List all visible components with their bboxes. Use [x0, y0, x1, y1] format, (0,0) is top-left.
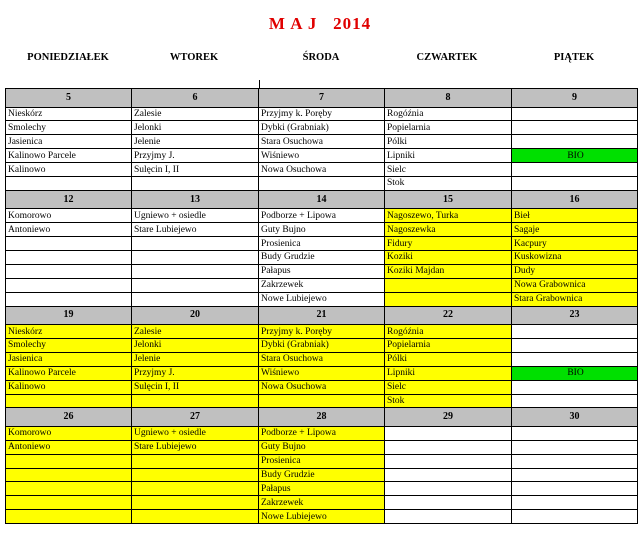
- date-cell: 23: [512, 306, 638, 325]
- date-cell: 13: [132, 190, 259, 209]
- location-cell: [132, 482, 259, 496]
- location-cell: Bieł: [512, 209, 638, 223]
- date-cell: 26: [6, 408, 132, 427]
- location-cell: [6, 251, 132, 265]
- location-cell: [385, 292, 512, 306]
- location-cell: [385, 482, 512, 496]
- location-cell: Jasienica: [6, 352, 132, 366]
- weekday-tuesday: WTOREK: [169, 52, 219, 63]
- location-cell: [385, 510, 512, 524]
- location-cell: [132, 251, 259, 265]
- location-cell: Lipniki: [385, 366, 512, 380]
- location-cell: Kalinowo Parcele: [6, 366, 132, 380]
- table-row: [6, 454, 638, 468]
- location-cell: Ugniewo + osiedle: [132, 209, 259, 223]
- location-cell: [132, 278, 259, 292]
- location-cell: Rogóźnia: [385, 107, 512, 121]
- location-cell: [512, 325, 638, 339]
- table-row: [6, 352, 638, 366]
- location-cell: Stok: [385, 394, 512, 408]
- date-cell: 20: [132, 306, 259, 325]
- location-cell: Nowa Grabownica: [512, 278, 638, 292]
- date-cell: 15: [385, 190, 512, 209]
- location-cell: Antoniewo: [6, 223, 132, 237]
- weekday-friday: PIĄTEK: [553, 52, 595, 63]
- date-cell: 28: [259, 408, 385, 427]
- location-cell: [512, 107, 638, 121]
- table-row: [6, 107, 638, 121]
- location-cell: Koziki: [385, 251, 512, 265]
- week-date-row: [6, 306, 638, 325]
- table-row: [6, 366, 638, 380]
- location-cell: [512, 440, 638, 454]
- location-cell: [512, 380, 638, 394]
- location-cell: [259, 176, 385, 190]
- location-cell: Nowa Osuchowa: [259, 163, 385, 177]
- location-cell: Stare Lubiejewo: [132, 440, 259, 454]
- location-cell: Sagaje: [512, 223, 638, 237]
- location-cell: [132, 496, 259, 510]
- weekday-wednesday: ŚRODA: [302, 52, 340, 63]
- location-cell: Guty Bujno: [259, 223, 385, 237]
- location-cell: Kalinowo: [6, 380, 132, 394]
- location-cell: [6, 394, 132, 408]
- location-cell: [132, 510, 259, 524]
- location-cell: Jelonki: [132, 121, 259, 135]
- table-row: [6, 325, 638, 339]
- week-date-row: [6, 89, 638, 108]
- location-cell: Jelonki: [132, 338, 259, 352]
- location-cell: Guty Bujno: [259, 440, 385, 454]
- schedule-table: [5, 88, 638, 524]
- location-cell: Zakrzewek: [259, 278, 385, 292]
- location-cell: Podborze + Lipowa: [259, 426, 385, 440]
- location-cell: Dudy: [512, 264, 638, 278]
- location-cell: BIO: [512, 149, 638, 163]
- location-cell: Pałapus: [259, 264, 385, 278]
- location-cell: Przyjmy J.: [132, 149, 259, 163]
- table-row: [6, 292, 638, 306]
- table-row: [6, 251, 638, 265]
- location-cell: [259, 394, 385, 408]
- location-cell: Sielc: [385, 380, 512, 394]
- location-cell: Sulęcin I, II: [132, 380, 259, 394]
- table-row: [6, 510, 638, 524]
- location-cell: Zakrzewek: [259, 496, 385, 510]
- location-cell: [6, 496, 132, 510]
- location-cell: Budy Grudzie: [259, 251, 385, 265]
- table-row: [6, 163, 638, 177]
- location-cell: Nieskórz: [6, 325, 132, 339]
- location-cell: Sulęcin I, II: [132, 163, 259, 177]
- table-row: [6, 237, 638, 251]
- location-cell: Stara Grabownica: [512, 292, 638, 306]
- location-cell: Stara Osuchowa: [259, 135, 385, 149]
- location-cell: Wiśniewo: [259, 366, 385, 380]
- date-cell: 29: [385, 408, 512, 427]
- location-cell: Nowe Lubiejewo: [259, 510, 385, 524]
- date-cell: 8: [385, 89, 512, 108]
- location-cell: Popielarnia: [385, 338, 512, 352]
- location-cell: Prosienica: [259, 237, 385, 251]
- table-row: [6, 394, 638, 408]
- location-cell: Kalinowo Parcele: [6, 149, 132, 163]
- column-tick: [259, 80, 260, 88]
- location-cell: [6, 292, 132, 306]
- location-cell: Zalesie: [132, 325, 259, 339]
- table-row: [6, 223, 638, 237]
- date-cell: 5: [6, 89, 132, 108]
- location-cell: [512, 163, 638, 177]
- location-cell: Stare Lubiejewo: [132, 223, 259, 237]
- location-cell: [132, 176, 259, 190]
- location-cell: Pólki: [385, 135, 512, 149]
- location-cell: [385, 454, 512, 468]
- location-cell: Koziki Majdan: [385, 264, 512, 278]
- location-cell: Prosienica: [259, 454, 385, 468]
- location-cell: [512, 426, 638, 440]
- date-cell: 9: [512, 89, 638, 108]
- location-cell: Jelenie: [132, 352, 259, 366]
- weekday-monday: PONIEDZIAŁEK: [27, 52, 109, 63]
- location-cell: [512, 394, 638, 408]
- location-cell: Lipniki: [385, 149, 512, 163]
- table-row: [6, 135, 638, 149]
- table-row: [6, 380, 638, 394]
- location-cell: Przyjmy J.: [132, 366, 259, 380]
- table-row: [6, 209, 638, 223]
- location-cell: Nieskórz: [6, 107, 132, 121]
- location-cell: Nagoszewo, Turka: [385, 209, 512, 223]
- location-cell: Dybki (Grabniak): [259, 121, 385, 135]
- location-cell: [132, 237, 259, 251]
- location-cell: Popielarnia: [385, 121, 512, 135]
- location-cell: [385, 440, 512, 454]
- page-title: M A J 2014: [268, 14, 372, 33]
- location-cell: [6, 176, 132, 190]
- location-cell: [6, 510, 132, 524]
- table-row: [6, 426, 638, 440]
- location-cell: [512, 338, 638, 352]
- location-cell: Nowe Lubiejewo: [259, 292, 385, 306]
- location-cell: [132, 394, 259, 408]
- location-cell: [132, 468, 259, 482]
- date-cell: 19: [6, 306, 132, 325]
- location-cell: [6, 482, 132, 496]
- location-cell: [6, 454, 132, 468]
- location-cell: [512, 496, 638, 510]
- location-cell: [512, 135, 638, 149]
- location-cell: [512, 468, 638, 482]
- table-row: [6, 482, 638, 496]
- table-row: [6, 468, 638, 482]
- table-row: [6, 496, 638, 510]
- location-cell: Jelenie: [132, 135, 259, 149]
- table-row: [6, 149, 638, 163]
- location-cell: Dybki (Grabniak): [259, 338, 385, 352]
- location-cell: [512, 352, 638, 366]
- location-cell: [132, 292, 259, 306]
- location-cell: Kalinowo: [6, 163, 132, 177]
- table-row: [6, 440, 638, 454]
- table-row: [6, 278, 638, 292]
- week-date-row: [6, 408, 638, 427]
- location-cell: [6, 237, 132, 251]
- location-cell: [385, 426, 512, 440]
- location-cell: Przyjmy k. Poręby: [259, 325, 385, 339]
- date-cell: 27: [132, 408, 259, 427]
- location-cell: Kuskowizna: [512, 251, 638, 265]
- location-cell: [385, 278, 512, 292]
- location-cell: [385, 496, 512, 510]
- location-cell: Smolechy: [6, 121, 132, 135]
- location-cell: Pałapus: [259, 482, 385, 496]
- location-cell: [132, 264, 259, 278]
- location-cell: Przyjmy k. Poręby: [259, 107, 385, 121]
- location-cell: Komorowo: [6, 426, 132, 440]
- location-cell: [512, 454, 638, 468]
- location-cell: [6, 264, 132, 278]
- location-cell: Sielc: [385, 163, 512, 177]
- location-cell: [132, 454, 259, 468]
- location-cell: Nagoszewka: [385, 223, 512, 237]
- location-cell: Zalesie: [132, 107, 259, 121]
- date-cell: 12: [6, 190, 132, 209]
- location-cell: Wiśniewo: [259, 149, 385, 163]
- table-row: [6, 121, 638, 135]
- location-cell: Podborze + Lipowa: [259, 209, 385, 223]
- location-cell: Fidury: [385, 237, 512, 251]
- weekday-thursday: CZWARTEK: [416, 52, 478, 63]
- date-cell: 6: [132, 89, 259, 108]
- date-cell: 14: [259, 190, 385, 209]
- location-cell: [512, 121, 638, 135]
- location-cell: Nowa Osuchowa: [259, 380, 385, 394]
- location-cell: [512, 510, 638, 524]
- weekday-header: [5, 52, 637, 68]
- date-cell: 7: [259, 89, 385, 108]
- location-cell: BIO: [512, 366, 638, 380]
- location-cell: [512, 482, 638, 496]
- location-cell: Rogóźnia: [385, 325, 512, 339]
- table-row: [6, 176, 638, 190]
- date-cell: 22: [385, 306, 512, 325]
- location-cell: Antoniewo: [6, 440, 132, 454]
- week-date-row: [6, 190, 638, 209]
- location-cell: Pólki: [385, 352, 512, 366]
- location-cell: Ugniewo + osiedle: [132, 426, 259, 440]
- location-cell: Stok: [385, 176, 512, 190]
- location-cell: [6, 468, 132, 482]
- date-cell: 30: [512, 408, 638, 427]
- location-cell: [512, 176, 638, 190]
- location-cell: Komorowo: [6, 209, 132, 223]
- table-row: [6, 338, 638, 352]
- location-cell: Smolechy: [6, 338, 132, 352]
- location-cell: Budy Grudzie: [259, 468, 385, 482]
- location-cell: Jasienica: [6, 135, 132, 149]
- date-cell: 21: [259, 306, 385, 325]
- location-cell: [385, 468, 512, 482]
- location-cell: Kacpury: [512, 237, 638, 251]
- table-row: [6, 264, 638, 278]
- location-cell: Stara Osuchowa: [259, 352, 385, 366]
- date-cell: 16: [512, 190, 638, 209]
- location-cell: [6, 278, 132, 292]
